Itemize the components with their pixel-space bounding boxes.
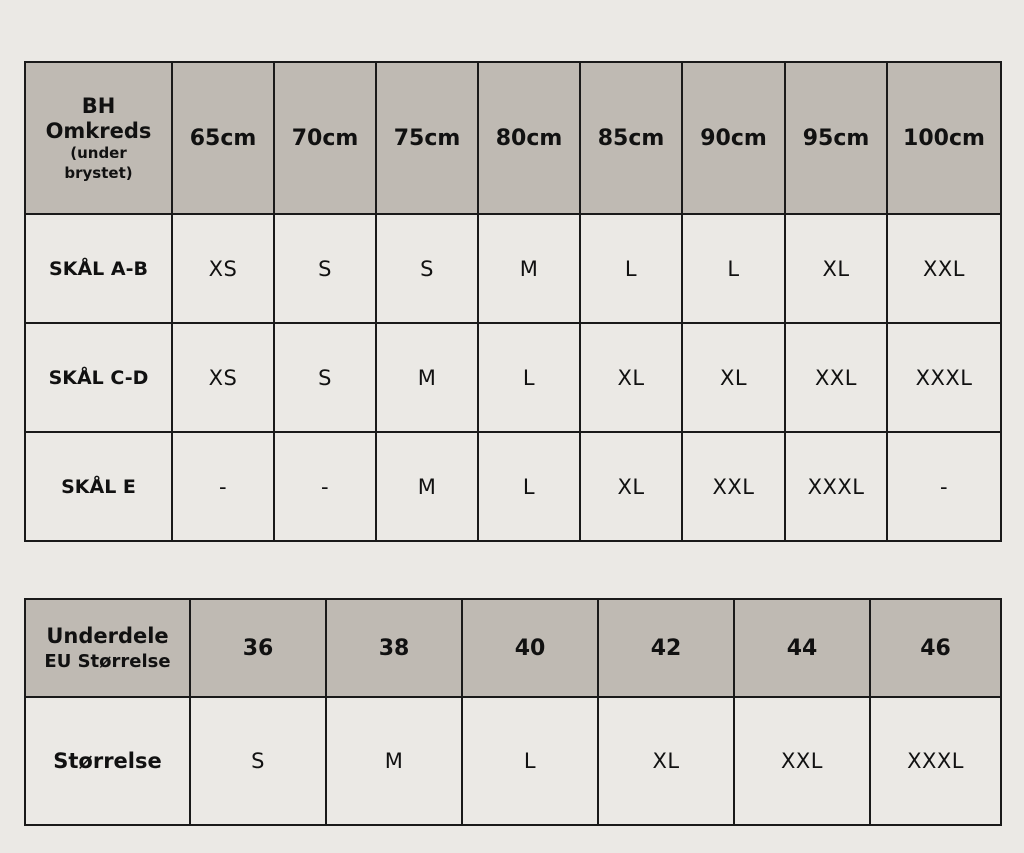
bra-row-label: SKÅL A-B xyxy=(25,214,172,323)
bra-size-cell: XXXL xyxy=(785,432,887,541)
bra-column-header: 90cm xyxy=(682,62,785,214)
bottoms-size-table xyxy=(24,598,1002,826)
bottoms-corner-title: Underdele xyxy=(46,624,169,648)
bra-size-cell: - xyxy=(172,432,274,541)
bra-size-cell: XL xyxy=(580,432,682,541)
table-row xyxy=(25,214,1001,323)
bra-corner-title: BH xyxy=(81,94,116,118)
bottoms-column-header: 46 xyxy=(870,599,1001,697)
bra-size-cell: S xyxy=(274,214,376,323)
table-row xyxy=(25,432,1001,541)
bra-corner-header xyxy=(25,62,172,214)
bottoms-corner-subtitle: EU Størrelse xyxy=(44,651,171,672)
bra-size-cell: L xyxy=(478,323,580,432)
bottoms-size-cell: L xyxy=(462,697,598,825)
bra-corner-note: (under brystet) xyxy=(64,144,133,182)
bra-size-cell: XXL xyxy=(887,214,1001,323)
bra-size-cell: M xyxy=(478,214,580,323)
bottoms-size-cell: XXXL xyxy=(870,697,1001,825)
bra-size-cell: XS xyxy=(172,214,274,323)
bra-size-cell: M xyxy=(376,432,478,541)
bra-size-cell: - xyxy=(887,432,1001,541)
bra-size-cell: M xyxy=(376,323,478,432)
bottoms-size-cell: XL xyxy=(598,697,734,825)
bra-size-cell: - xyxy=(274,432,376,541)
bra-size-cell: S xyxy=(376,214,478,323)
bra-size-cell: L xyxy=(478,432,580,541)
bra-size-cell: XXL xyxy=(682,432,785,541)
table-row xyxy=(25,697,1001,825)
bra-size-cell: L xyxy=(682,214,785,323)
bottoms-row-label: Størrelse xyxy=(25,697,190,825)
bra-column-header: 75cm xyxy=(376,62,478,214)
bra-size-cell: XS xyxy=(172,323,274,432)
bottoms-column-header: 38 xyxy=(326,599,462,697)
bottoms-size-cell: M xyxy=(326,697,462,825)
bra-size-cell: XL xyxy=(580,323,682,432)
bra-column-header: 65cm xyxy=(172,62,274,214)
bra-corner-subtitle: Omkreds xyxy=(45,119,152,143)
bra-column-header: 80cm xyxy=(478,62,580,214)
bra-size-cell: XXXL xyxy=(887,323,1001,432)
bottoms-column-header: 40 xyxy=(462,599,598,697)
bra-row-label: SKÅL E xyxy=(25,432,172,541)
bottoms-column-header: 42 xyxy=(598,599,734,697)
bra-size-table xyxy=(24,61,1002,542)
bottoms-column-header: 36 xyxy=(190,599,326,697)
bra-size-cell: XL xyxy=(785,214,887,323)
bra-column-header: 95cm xyxy=(785,62,887,214)
bra-column-header: 85cm xyxy=(580,62,682,214)
bottoms-size-cell: S xyxy=(190,697,326,825)
bottoms-column-header: 44 xyxy=(734,599,870,697)
bra-row-label: SKÅL C-D xyxy=(25,323,172,432)
bra-size-cell: XXL xyxy=(785,323,887,432)
bra-column-header: 100cm xyxy=(887,62,1001,214)
bra-column-header: 70cm xyxy=(274,62,376,214)
bottoms-corner-header xyxy=(25,599,190,697)
table-row xyxy=(25,323,1001,432)
bottoms-size-cell: XXL xyxy=(734,697,870,825)
bra-size-cell: XL xyxy=(682,323,785,432)
bra-size-cell: L xyxy=(580,214,682,323)
bra-size-cell: S xyxy=(274,323,376,432)
